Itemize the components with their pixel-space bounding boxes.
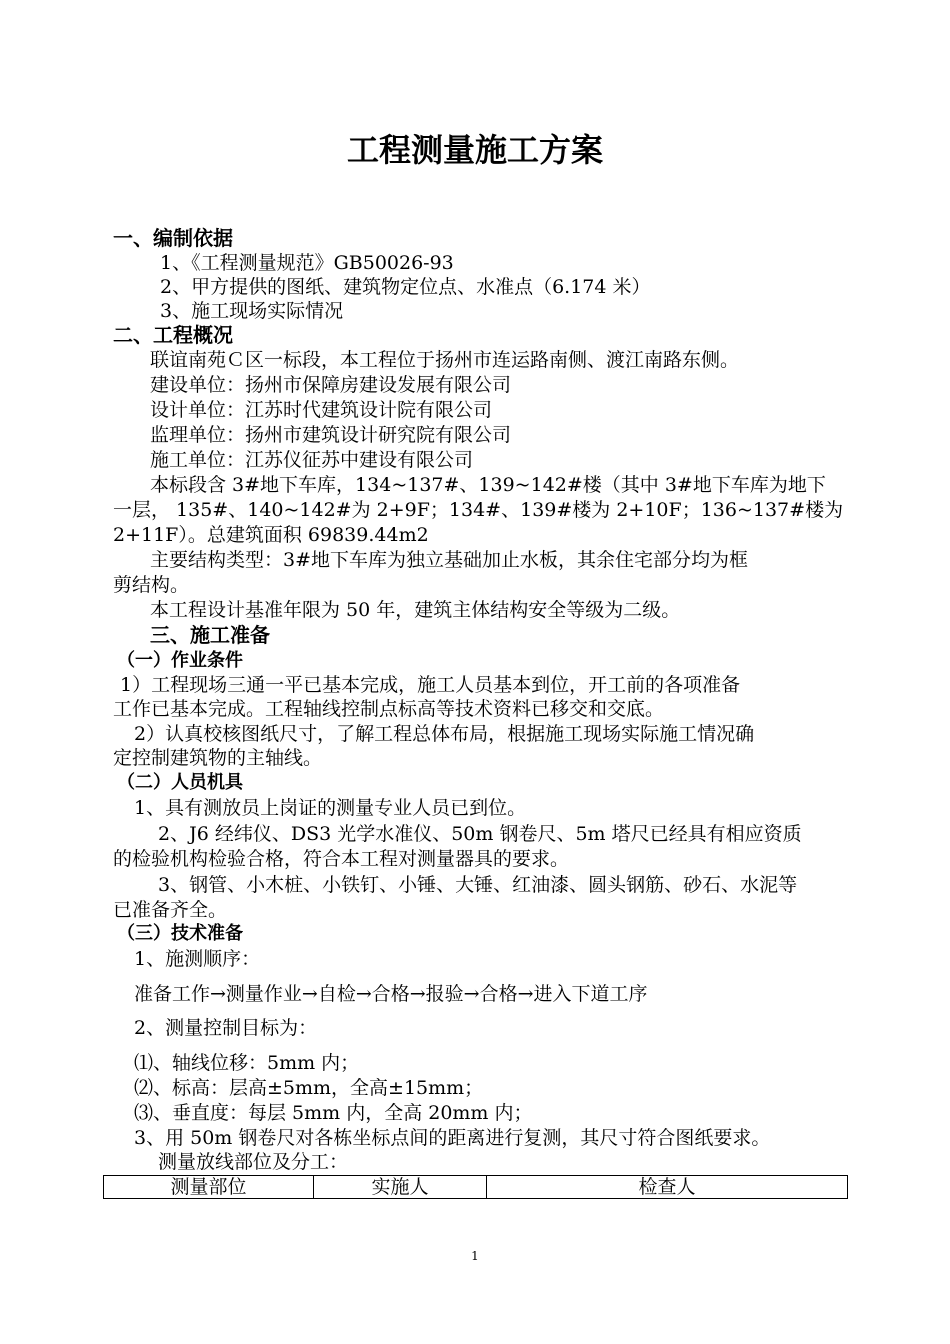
scope-line-3: 2+11F）。总建筑面积 69839.44m2 [113, 524, 429, 546]
conditions-p1-line-2: 工作已基本完成。工程轴线控制点标高等技术资料已移交和交底。 [113, 698, 665, 720]
page-number: 1 [471, 1249, 479, 1263]
personnel-p2-line-2: 的检验机构检验合格，符合本工程对测量器具的要求。 [113, 848, 570, 870]
header-inspector: 检查人 [487, 1176, 848, 1199]
personnel-p3-line-1: 3、钢管、小木桩、小铁钉、小锤、大锤、红油漆、圆头钢筋、砂石、水泥等 [158, 874, 798, 896]
target-elevation: ⑵、标高：层高±5mm，全高±15mm； [134, 1077, 484, 1099]
structure-line-2: 剪结构。 [113, 574, 190, 596]
header-executor: 实施人 [314, 1176, 487, 1199]
personnel-p3-line-2: 已准备齐全。 [113, 899, 228, 921]
table-header-row [104, 1176, 848, 1199]
tech-step-3: 3、用 50m 钢卷尺对各栋坐标点间的距离进行复测，其尺寸符合图纸要求。 [134, 1127, 771, 1149]
basis-item-1: 1、《工程测量规范》GB50026-93 [160, 252, 454, 274]
basis-item-3: 3、施工现场实际情况 [160, 300, 344, 322]
header-survey-area: 测量部位 [104, 1176, 314, 1199]
target-verticality: ⑶、垂直度：每层 5mm 内，全高 20mm 内； [134, 1102, 533, 1124]
section-3-heading: 三、施工准备 [150, 623, 270, 647]
tech-step-2: 2、测量控制目标为： [134, 1017, 318, 1039]
conditions-p2-line-2: 定控制建筑物的主轴线。 [113, 747, 323, 769]
scope-line-1: 本标段含 3#地下车库，134~137#、139~142#楼（其中 3#地下车库为地下 [150, 474, 826, 496]
division-label: 测量放线部位及分工： [158, 1151, 349, 1173]
personnel-p1: 1、具有测放员上岗证的测量专业人员已到位。 [134, 797, 527, 819]
conditions-p1-line-1: 1）工程现场三通一平已基本完成，施工人员基本到位，开工前的各项准备 [120, 674, 741, 696]
document-title: 工程测量施工方案 [346, 131, 603, 169]
sub-heading-technical: （三）技术准备 [117, 923, 243, 944]
basis-item-2: 2、甲方提供的图纸、建筑物定位点、水准点（6.174 米） [160, 276, 651, 298]
survey-division-table [103, 1175, 848, 1199]
overview-designer: 设计单位：江苏时代建筑设计院有限公司 [150, 399, 493, 421]
target-axis: ⑴、轴线位移：5mm 内； [134, 1052, 360, 1074]
overview-client: 建设单位：扬州市保障房建设发展有限公司 [150, 374, 512, 396]
conditions-p2-line-1: 2）认真校核图纸尺寸，了解工程总体布局，根据施工现场实际施工情况确 [134, 723, 755, 745]
structure-line-1: 主要结构类型：3#地下车库为独立基础加止水板，其余住宅部分均为框 [150, 549, 749, 571]
section-2-heading: 二、工程概况 [113, 323, 233, 347]
sub-heading-conditions: （一）作业条件 [117, 650, 243, 671]
survey-flow: 准备工作→测量作业→自检→合格→报验→合格→进入下道工序 [134, 983, 648, 1005]
overview-location: 联谊南苑Ｃ区一标段，本工程位于扬州市连运路南侧、渡江南路东侧。 [150, 349, 740, 371]
sub-heading-personnel: （二）人员机具 [117, 772, 243, 793]
personnel-p2-line-1: 2、J6 经纬仪、DS3 光学水准仪、50m 钢卷尺、5m 塔尺已经具有相应资质 [158, 823, 802, 845]
scope-line-2: 一层， 135#、140~142#为 2+9F；134#、139#楼为 2+10F；136~137#楼为 [113, 499, 844, 521]
design-life: 本工程设计基准年限为 50 年，建筑主体结构安全等级为二级。 [150, 599, 681, 621]
section-1-heading: 一、编制依据 [113, 226, 233, 250]
overview-supervisor: 监理单位：扬州市建筑设计研究院有限公司 [150, 424, 512, 446]
overview-contractor: 施工单位：江苏仪征苏中建设有限公司 [150, 449, 474, 471]
tech-step-1: 1、施测顺序： [134, 948, 261, 970]
